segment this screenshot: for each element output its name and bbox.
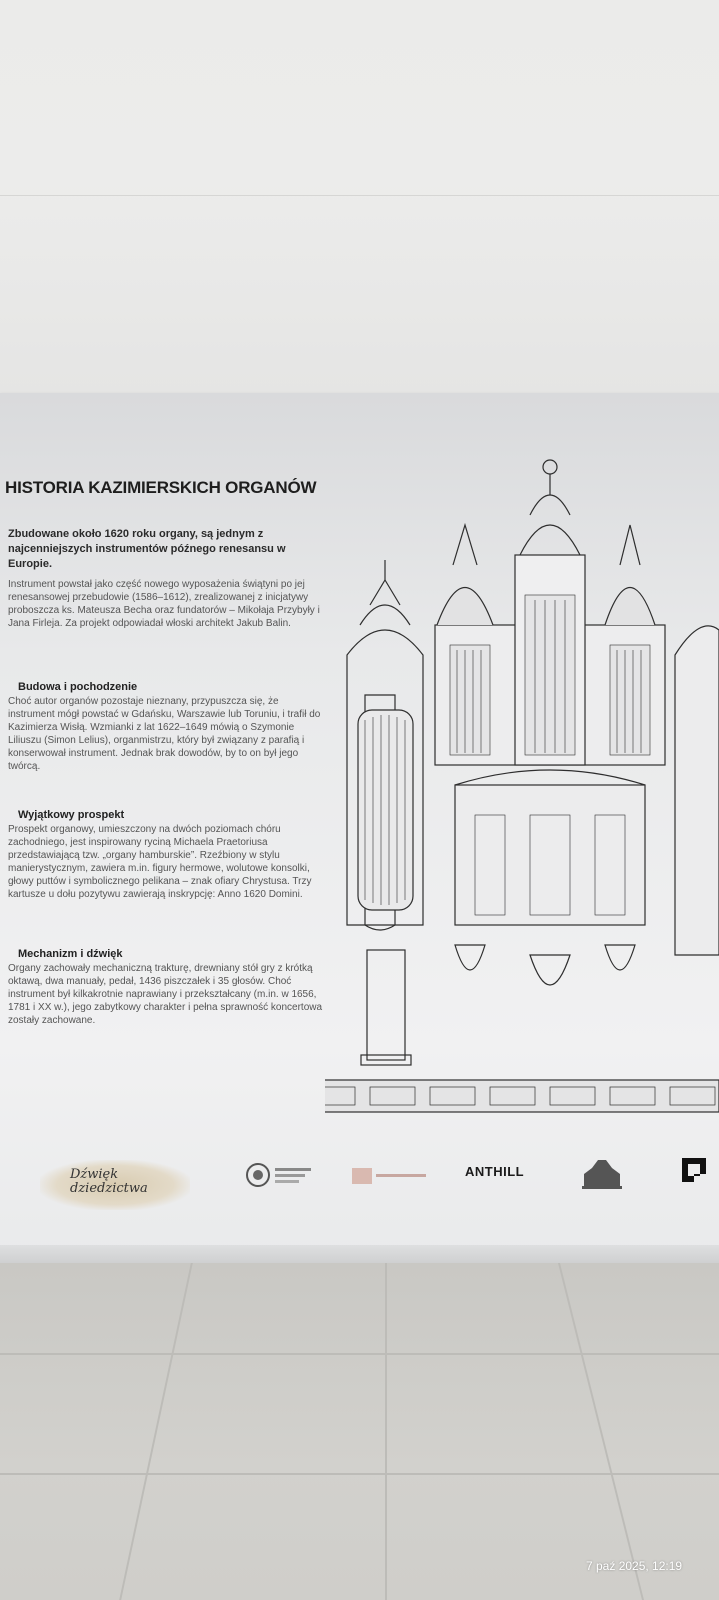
floor-joint [385,1263,387,1600]
floor-joint [0,1353,719,1355]
section-heading-mechanism: Mechanizm i dźwięk [18,948,123,960]
floor-joint [119,1263,193,1600]
ceiling-edge [0,195,719,196]
section-heading-prospect: Wyjątkowy prospekt [18,809,125,821]
dzwiek-dziedzictwa-text: Dźwięk dziedzictwa [70,1167,148,1196]
building-logo [578,1156,626,1190]
pixel-logo [680,1156,710,1186]
museum-logo [350,1164,430,1186]
section-text-mechanism: Organy zachowały mechaniczną trakturę, drewniany stół gry z krótką oktawą, dwa manuały, pedał, 1436 piszczałek i 35 głosów. Choć instrument był kilkakrotnie naprawiany i przekształcany (m.in. w 1656, 1781 i XX w.), jego zabytkowy charakter i pełna sprawność koncertowa zostały zachowane. [8,963,323,1026]
seal-logo [245,1162,315,1188]
organ-illustration [325,455,719,1145]
photo-timestamp: 7 paź 2025, 12:19 [586,1559,683,1573]
section-text-construction: Choć autor organów pozostaje nieznany, przypuszcza się, że instrument mógł powstać w Gdańsku, Warszawie lub Toruniu, i trafił do Kazimierza Wisłą. Wzmianki z lat 1622–1649 mówią o Szymonie Liliuszu (Simon Lelius), organmistrzu, który był związany z parafią i konserwował instrument. Jednak brak dowodów, by to on był jego twórcą. [8,696,321,772]
floor-joint [558,1263,644,1600]
banner-title: HISTORIA KAZIMIERSKICH ORGANÓW [5,478,317,497]
section-text-prospect: Prospekt organowy, umieszczony na dwóch poziomach chóru zachodniego, jest inspirowany ryciną Michaela Praetoriusa przedstawiającą tzw. „organy hamburskie”. Rzeźbiony w stylu manierystycznym, zawiera m.in. figury hermowe, wolutowe konsolki, głowy puttów i symbolicznego pelikana – znak ofiary Chrystusa. Trzy kartusze u dołu pozytywu zawierają inskrypcję: Anno 1620 Domini. [8,824,312,900]
section-heading-construction: Budowa i pochodzenie [18,681,138,693]
ceiling [0,0,719,395]
anthill-logo: ANTHILL [465,1164,525,1179]
dzwiek-dziedzictwa-logo [40,1160,190,1210]
banner-edge [0,1245,719,1263]
floor [0,1263,719,1600]
lead-text: Zbudowane około 1620 roku organy, są jednym z najcenniejszych instrumentów późnego renesansu w Europie. [8,528,286,570]
sponsor-logos [0,1150,719,1220]
intro-text: Instrument powstał jako część nowego wyposażenia świątyni po jej renesansowej przebudowie (1586–1612), zrealizowanej z inicjatywy proboszcza ks. Mateusza Becha oraz fundatorów – Mikołaja Przybyły i Jana Firleja. Za projekt odpowiadał włoski architekt Jakub Balin. [8,579,320,629]
